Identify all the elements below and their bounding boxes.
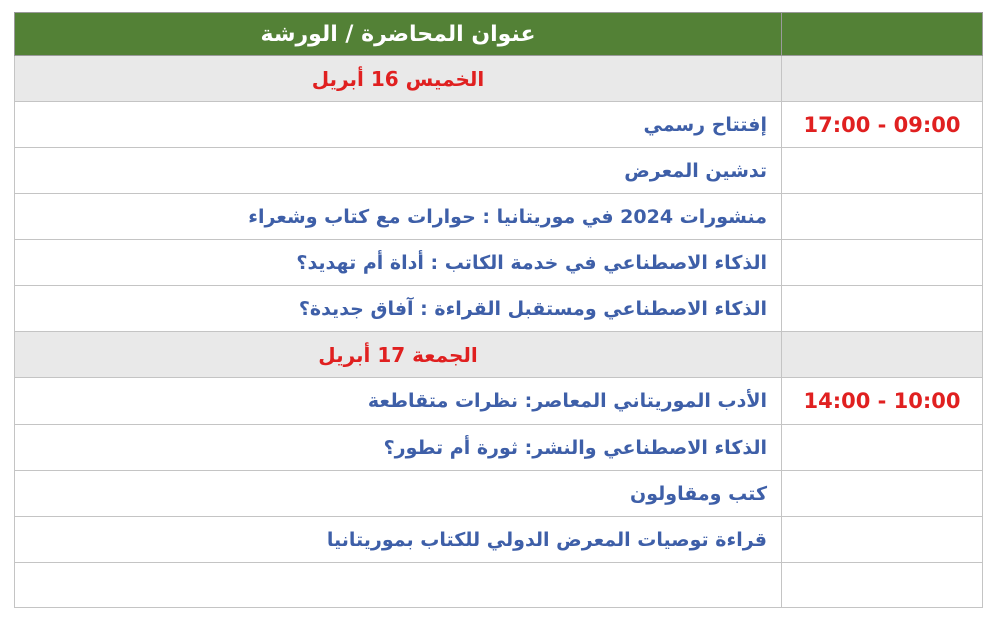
session-row [15, 425, 983, 471]
session-time: 17:00 - 09:00 [782, 102, 983, 148]
session-row [15, 471, 983, 517]
session-row [15, 240, 983, 286]
session-row [15, 148, 983, 194]
session-time [782, 517, 983, 563]
day-label: الخميس 16 أبريل [15, 56, 782, 102]
session-title: منشورات 2024 في موريتانيا : حوارات مع كتاب وشعراء [15, 194, 782, 240]
session-time [782, 286, 983, 332]
session-title: قراءة توصيات المعرض الدولي للكتاب بموريتانيا [15, 517, 782, 563]
session-title: كتب ومقاولون [15, 471, 782, 517]
session-row [15, 517, 983, 563]
session-time [782, 471, 983, 517]
session-title: الذكاء الاصطناعي ومستقبل القراءة : آفاق جديدة؟ [15, 286, 782, 332]
session-time: 14:00 - 10:00 [782, 378, 983, 425]
session-title [15, 563, 782, 608]
day-row [15, 332, 983, 378]
session-row [15, 286, 983, 332]
session-row [15, 102, 983, 148]
session-row [15, 563, 983, 608]
session-time [782, 194, 983, 240]
session-time [782, 240, 983, 286]
session-row [15, 194, 983, 240]
session-time [782, 563, 983, 608]
session-time [782, 425, 983, 471]
day-row [15, 56, 983, 102]
header-title: عنوان المحاضرة / الورشة [15, 13, 782, 56]
day-label: الجمعة 17 أبريل [15, 332, 782, 378]
session-title: الأدب الموريتاني المعاصر: نظرات متقاطعة [15, 378, 782, 425]
schedule-table [14, 12, 983, 608]
session-title: تدشين المعرض [15, 148, 782, 194]
session-title: الذكاء الاصطناعي في خدمة الكاتب : أداة أم تهديد؟ [15, 240, 782, 286]
session-title: الذكاء الاصطناعي والنشر: ثورة أم تطور؟ [15, 425, 782, 471]
header-row [15, 13, 983, 56]
day-time-cell [782, 56, 983, 102]
session-time [782, 148, 983, 194]
day-time-cell [782, 332, 983, 378]
session-title: إفتتاح رسمي [15, 102, 782, 148]
session-row [15, 378, 983, 425]
header-time [782, 13, 983, 56]
